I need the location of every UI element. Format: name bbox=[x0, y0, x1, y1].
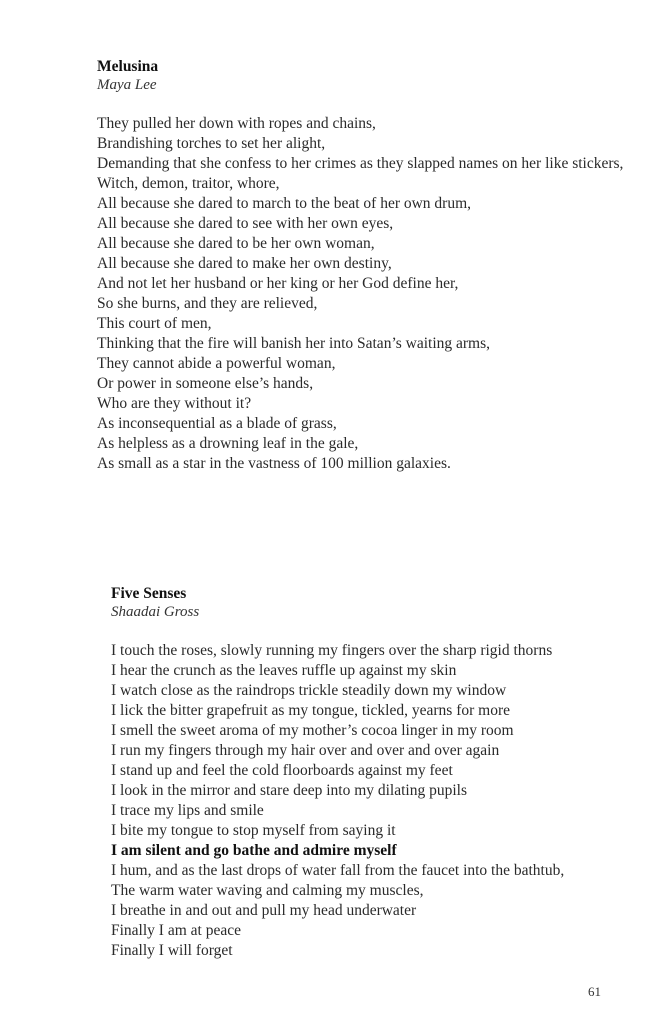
poem-line: I am silent and go bathe and admire myself bbox=[111, 842, 397, 859]
poem-line: And not let her husband or her king or her God define her, bbox=[97, 275, 459, 292]
poem-line: I breathe in and out and pull my head underwater bbox=[111, 902, 417, 919]
poem-line: I lick the bitter grapefruit as my tongue, tickled, yearns for more bbox=[111, 702, 510, 719]
poem-line: I smell the sweet aroma of my mother’s cocoa linger in my room bbox=[111, 722, 514, 739]
poem-line: All because she dared to march to the beat of her own drum, bbox=[97, 195, 472, 212]
poem-line: I bite my tongue to stop myself from saying it bbox=[111, 822, 396, 839]
poem-line: I look in the mirror and stare deep into my dilating pupils bbox=[111, 782, 468, 799]
poem-line: I trace my lips and smile bbox=[111, 802, 264, 819]
poem-line: I hear the crunch as the leaves ruffle up against my skin bbox=[111, 662, 457, 679]
poem-melusina bbox=[97, 57, 627, 474]
poem-line: So she burns, and they are relieved, bbox=[97, 295, 318, 312]
poem-line: As small as a star in the vastness of 100 million galaxies. bbox=[97, 455, 451, 472]
poem-line: As inconsequential as a blade of grass, bbox=[97, 415, 337, 432]
poem-lines bbox=[97, 114, 627, 474]
poem-five-senses bbox=[111, 584, 641, 961]
poem-line: Finally I will forget bbox=[111, 942, 233, 959]
poem-line: The warm water waving and calming my muscles, bbox=[111, 882, 424, 899]
poem-line: Finally I am at peace bbox=[111, 922, 241, 939]
poem-line: All because she dared to see with her own eyes, bbox=[97, 215, 394, 232]
poem-line: I watch close as the raindrops trickle steadily down my window bbox=[111, 682, 507, 699]
poem-line: Brandishing torches to set her alight, bbox=[97, 135, 326, 152]
poem-title: Melusina bbox=[97, 58, 159, 75]
poem-line: I hum, and as the last drops of water fall from the faucet into the bathtub, bbox=[111, 862, 565, 879]
poem-line: Who are they without it? bbox=[97, 395, 252, 412]
poem-author: Shaadai Gross bbox=[111, 604, 200, 620]
poem-line: This court of men, bbox=[97, 315, 212, 332]
page-number: 61 bbox=[588, 984, 601, 999]
poem-line: I touch the roses, slowly running my fingers over the sharp rigid thorns bbox=[111, 642, 553, 659]
poem-line: As helpless as a drowning leaf in the gale, bbox=[97, 435, 359, 452]
poem-line: They cannot abide a powerful woman, bbox=[97, 355, 336, 372]
poem-line: They pulled her down with ropes and chains, bbox=[97, 115, 376, 132]
poem-lines bbox=[111, 641, 641, 961]
poem-line: All because she dared to make her own destiny, bbox=[97, 255, 392, 272]
poem-line: Demanding that she confess to her crimes as they slapped names on her like stickers, bbox=[97, 155, 624, 172]
poem-line: Or power in someone else’s hands, bbox=[97, 375, 314, 392]
poem-line: I run my fingers through my hair over and over and over again bbox=[111, 742, 500, 759]
poem-line: All because she dared to be her own woman, bbox=[97, 235, 375, 252]
poem-line: I stand up and feel the cold floorboards against my feet bbox=[111, 762, 453, 779]
poem-line: Witch, demon, traitor, whore, bbox=[97, 175, 280, 192]
poem-title: Five Senses bbox=[111, 585, 187, 602]
poem-line: Thinking that the fire will banish her into Satan’s waiting arms, bbox=[97, 335, 491, 352]
poem-author: Maya Lee bbox=[97, 77, 157, 93]
